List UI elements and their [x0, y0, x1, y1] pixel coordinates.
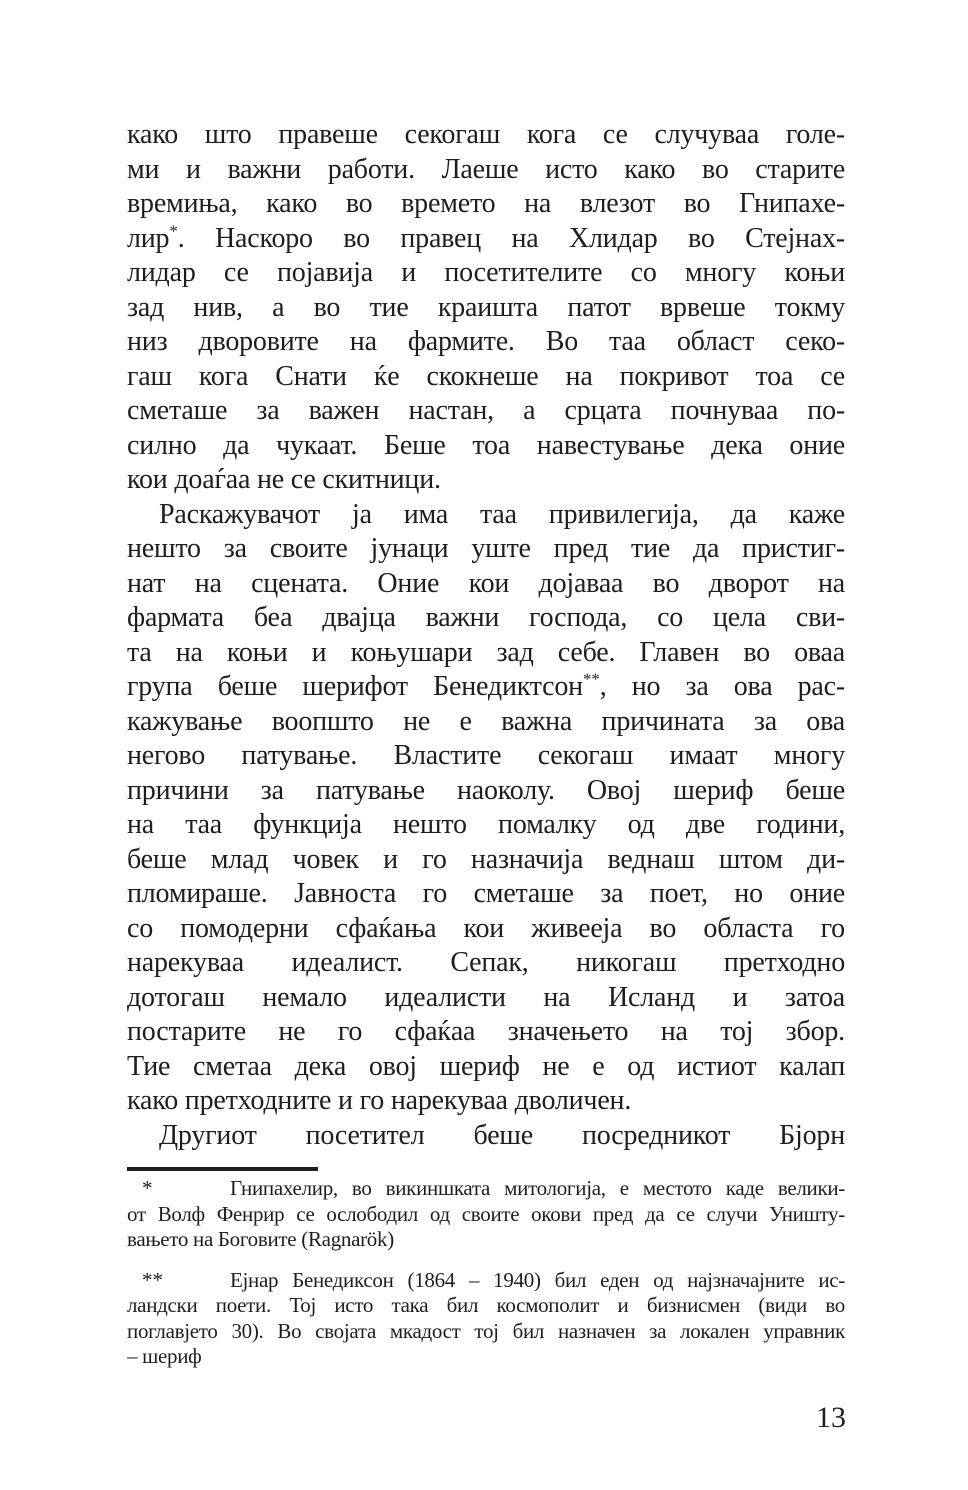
- footnote-1: [127, 1176, 845, 1253]
- footnote-marker-1: *: [169, 221, 178, 241]
- footnote-line: ландски поети. Тој исто така бил космополит и бизнисмен (види во: [127, 1293, 845, 1317]
- text-line: низ дворовите на фармите. Во таа област секо-: [127, 326, 845, 357]
- text-line: со помодерни сфаќања кои живееја во областа го: [127, 912, 845, 944]
- footnote-marker-2: **: [582, 670, 600, 689]
- text-segment: лир: [127, 222, 170, 254]
- text-line: како претходните и го нарекуваа дволичен.: [127, 1085, 632, 1116]
- text-line: беше млад човек и го назначија веднаш штом ди-: [127, 843, 845, 875]
- paragraph-2: [127, 498, 845, 1119]
- text-segment: група беше шерифот Бенедиктсон: [127, 671, 583, 702]
- paragraph-3: [127, 1119, 845, 1154]
- text-line: [127, 222, 845, 257]
- text-line: негово патување. Властите секогаш имаат многу: [127, 740, 845, 771]
- text-line: постарите не го сфаќаа значењето на тој збор.: [127, 1016, 845, 1047]
- text-line: Другиот посетител беше посредникот Бјорн: [159, 1119, 845, 1151]
- text-line: силно да чукаат. Беше тоа навестување дека оние: [127, 429, 845, 461]
- text-segment: , но за ова рас-: [599, 671, 845, 702]
- text-line: фармата беа двајца важни господа, со цела сви-: [127, 602, 845, 633]
- footnote-text: Гнипахелир, во викиншката митологија, е местото каде велики-: [230, 1176, 845, 1200]
- text-line: времиња, како во времето на влезот во Гнипахе-: [127, 188, 845, 219]
- text-line: сметаше за важен настан, а срцата почнуваа по-: [127, 395, 845, 426]
- footnote-symbol: **: [142, 1267, 163, 1292]
- text-segment: . Наскоро во правец на Хлидар во Стејнах-: [177, 222, 845, 254]
- text-line: лидар се појавија и посетителите со многу коњи: [127, 257, 845, 288]
- text-line: пломираше. Јавноста го сметаше за поет, но оние: [127, 878, 845, 909]
- text-line: кажување воопшто не е важна причината за ова: [127, 705, 845, 737]
- footnote-line: – шериф: [127, 1344, 202, 1368]
- text-line: ми и важни работи. Лаеше исто како во старите: [127, 153, 845, 185]
- footnote-2: [127, 1268, 845, 1370]
- text-line: [127, 670, 845, 705]
- body-text: [127, 118, 845, 1153]
- footnote-divider: [127, 1167, 318, 1171]
- footnote-line: вањето на Боговите (Ragnarök): [127, 1227, 394, 1251]
- text-line: како што правеше секогаш кога се случуваа голе-: [127, 119, 845, 150]
- text-line: зад нив, а во тие краишта патот врвеше токму: [127, 291, 845, 323]
- text-line: та на коњи и коњушари зад себе. Главен во оваа: [127, 636, 845, 668]
- footnote-symbol: *: [142, 1176, 153, 1200]
- footnote-line: [127, 1268, 845, 1294]
- paragraph-1: [127, 118, 845, 498]
- footnotes-section: [127, 1176, 845, 1370]
- footnote-line: от Волф Фенрир се ослободил од своите окови пред да се случи Уништу-: [127, 1201, 845, 1226]
- footnote-gap: [127, 1253, 845, 1268]
- text-line: нешто за своите јунаци уште пред тие да пристиг-: [127, 533, 845, 564]
- text-line: на таа функција нешто помалку од две години,: [127, 809, 845, 840]
- text-line: нарекуваа идеалист. Сепак, никогаш претходно: [127, 947, 845, 978]
- footnote-text: Ејнар Бенедиксон (1864 – 1940) бил еден од најзначајните ис-: [230, 1267, 845, 1292]
- footnote-line: [127, 1176, 845, 1202]
- text-line: нат на сцената. Оние кои дојаваа во дворот на: [127, 567, 845, 599]
- page-number: 13: [816, 1401, 846, 1434]
- footnote-line: поглавјето 30). Во својата мкадост тој бил назначен за локален управник: [127, 1318, 845, 1343]
- text-line: причини за патување наоколу. Овој шериф беше: [127, 774, 845, 806]
- text-line: гаш кога Снати ќе скокнеше на покривот тоа се: [127, 360, 845, 392]
- text-line: Тие сметаа дека овој шериф не е од истиот калап: [127, 1050, 845, 1082]
- text-line: Раскажувачот ја има таа привилегија, да каже: [159, 498, 845, 530]
- text-line: дотогаш немало идеалисти на Исланд и затоа: [127, 981, 845, 1013]
- text-line: кои доаѓаа не се скитници.: [127, 464, 441, 495]
